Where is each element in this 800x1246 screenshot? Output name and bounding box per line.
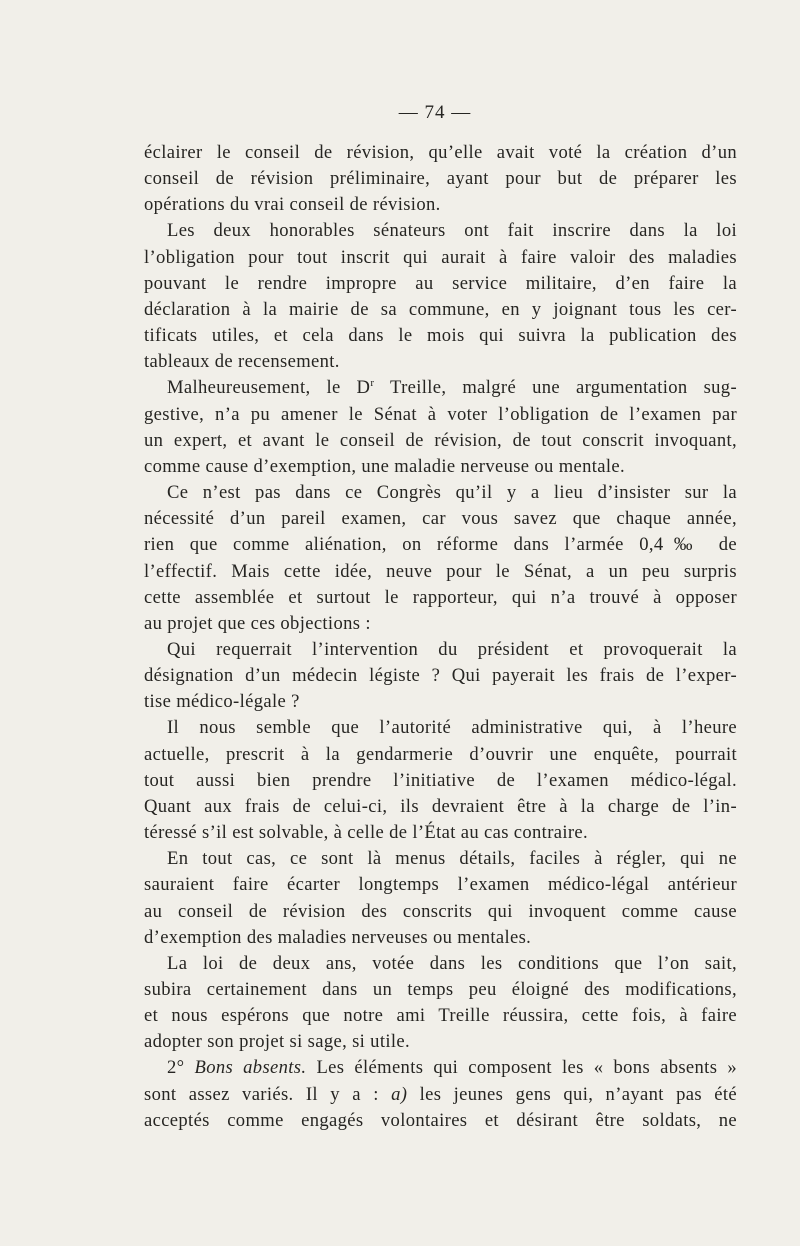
text-segment: sont assez variés. Il y a : xyxy=(144,1083,392,1105)
text-line: acceptés comme engagés volontaires et désirant être soldats, ne xyxy=(144,1109,737,1131)
text-line: tise médico-légale ? xyxy=(144,691,300,713)
text-line: Ce n’est pas dans ce Congrès qu’il y a lieu d’insister sur la xyxy=(167,482,737,504)
text-line: et nous espérons que notre ami Treille réussira, cette fois, à faire xyxy=(144,1005,737,1027)
italic-text: Bons absents. xyxy=(194,1057,307,1079)
text-line: l’effectif. Mais cette idée, neuve pour le Sénat, a un peu surpris xyxy=(144,560,737,582)
text-line: En tout cas, ce sont là menus détails, faciles à régler, qui ne xyxy=(167,848,737,870)
text-line: Qui requerrait l’intervention du président et provoquerait la xyxy=(167,638,737,660)
text-line: téressé s’il est solvable, à celle de l’État au cas contraire. xyxy=(144,822,588,844)
text-line: gestive, n’a pu amener le Sénat à voter l’obligation de l’examen par xyxy=(144,403,737,425)
text-line: nécessité d’un pareil examen, car vous savez que chaque année, xyxy=(144,508,737,530)
italic-text: a) xyxy=(391,1083,408,1105)
text-line xyxy=(144,375,737,401)
text-line: subira certainement dans un temps peu éloigné des modifications, xyxy=(144,979,737,1000)
text-line: Il nous semble que l’autorité administrative qui, à l’heure xyxy=(167,717,737,739)
text-line: tout aussi bien prendre l’initiative de l’examen médico-légal. xyxy=(144,769,737,791)
text-line: pouvant le rendre impropre au service militaire, d’en faire la xyxy=(144,272,737,294)
text-segment: Treille, malgré une argumentation sug- xyxy=(374,377,737,399)
text-line: au conseil de révision des conscrits qui invoquent comme cause xyxy=(144,900,737,922)
body-text xyxy=(144,140,737,1134)
text-line: conseil de révision préliminaire, ayant pour but de préparer les xyxy=(144,168,737,190)
text-line: un expert, et avant le conseil de révision, de tout conscrit invoquant, xyxy=(144,429,737,451)
text-segment: Malheureusement, le D xyxy=(167,377,371,399)
text-line: sauraient faire écarter longtemps l’examen médico-légal antérieur xyxy=(144,874,737,896)
text-line: cette assemblée et surtout le rapporteur, qui n’a trouvé à opposer xyxy=(144,586,737,608)
text-line: tificats utiles, et cela dans le mois qui suivra la publication des xyxy=(144,325,737,347)
superscript: r xyxy=(370,377,375,390)
text-line: Les deux honorables sénateurs ont fait inscrire dans la loi xyxy=(167,220,737,242)
text-segment: 2° xyxy=(167,1057,195,1079)
text-line: opérations du vrai conseil de révision. xyxy=(144,194,441,216)
text-line: actuelle, prescrit à la gendarmerie d’ouvrir une enquête, pourrait xyxy=(144,743,737,765)
text-line: l’obligation pour tout inscrit qui aurait à faire valoir des maladies xyxy=(144,246,737,268)
text-line: éclairer le conseil de révision, qu’elle avait voté la création d’un xyxy=(144,142,737,163)
text-line: d’exemption des maladies nerveuses ou mentales. xyxy=(144,926,532,948)
page-number: — 74 — xyxy=(398,102,472,123)
text-segment: les jeunes gens qui, n’ayant pas été xyxy=(407,1083,737,1105)
text-line: tableaux de recensement. xyxy=(144,351,340,373)
text-line xyxy=(144,1055,737,1081)
text-line xyxy=(144,1082,737,1108)
text-segment: Les éléments qui composent les « bons absents » xyxy=(306,1057,737,1079)
text-line: déclaration à la mairie de sa commune, en y joignant tous les cer- xyxy=(144,298,737,320)
text-line: désignation d’un médecin légiste ? Qui payerait les frais de l’exper- xyxy=(144,665,737,687)
text-line: Quant aux frais de celui-ci, ils devraient être à la charge de l’in- xyxy=(144,795,737,817)
text-line: au projet que ces objections : xyxy=(144,612,371,634)
text-line: adopter son projet si sage, si utile. xyxy=(144,1031,410,1053)
text-line: comme cause d’exemption, une maladie nerveuse ou mentale. xyxy=(144,455,625,477)
text-line: rien que comme aliénation, on réforme dans l’armée 0,4‰ de xyxy=(144,534,737,556)
text-line: La loi de deux ans, votée dans les conditions que l’on sait, xyxy=(167,952,737,974)
